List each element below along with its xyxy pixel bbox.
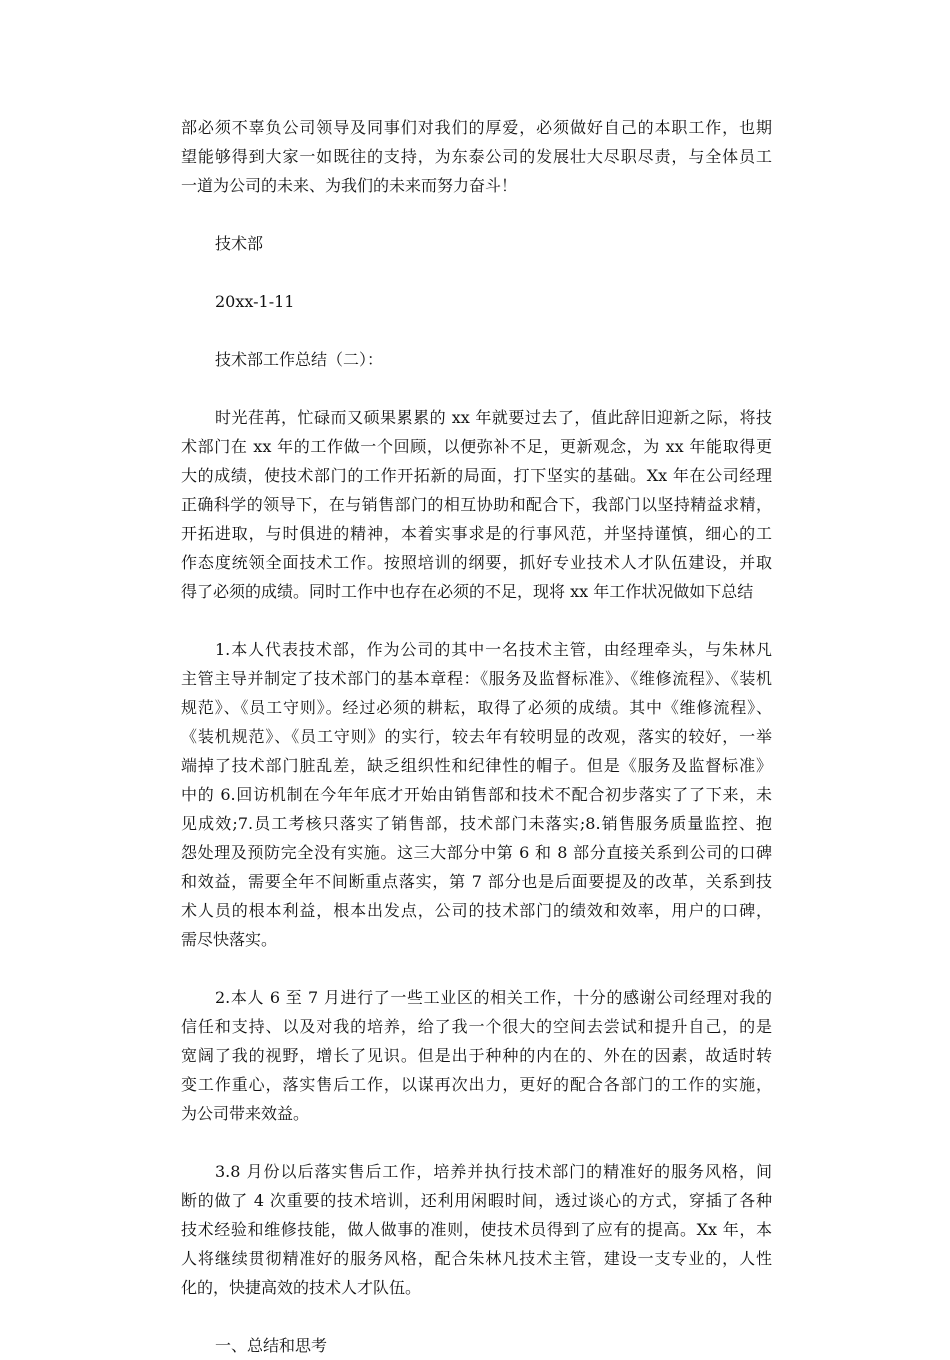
text-line: 断的做了 4 次重要的技术培训，还利用闲暇时间，透过谈心的方式，穿插了各种	[181, 1191, 772, 1210]
document-page	[181, 113, 772, 1360]
text-line: 开拓进取，与时俱进的精神，本着实事求是的行事风范，并坚持谨慎，细心的工	[181, 524, 772, 543]
text-line: 1.本人代表技术部，作为公司的其中一名技术主管，由经理牵头，与朱林凡	[215, 640, 772, 659]
text-line: 规范》、《员工守则》。经过必须的耕耘，取得了必须的成绩。其中《维修流程》、	[181, 698, 772, 717]
text-line: 正确科学的领导下，在与销售部门的相互协助和配合下，我部门以坚持精益求精，	[181, 495, 772, 514]
text-line: 信任和支持、以及对我的培养，给了我一个很大的空间去尝试和提升自己，的是	[181, 1017, 772, 1036]
text-line: 化的，快捷高效的技术人才队伍。	[181, 1278, 422, 1297]
text-line: 变工作重心，落实售后工作，以谋再次出力，更好的配合各部门的工作的实施，	[181, 1075, 772, 1094]
text-line: 技术经验和维修技能，做人做事的准则，使技术员得到了应有的提高。Xx 年，本	[181, 1220, 772, 1239]
text-line: 需尽快落实。	[181, 930, 278, 949]
text-line: 《装机规范》、《员工守则》的实行，较去年有较明显的改观，落实的较好，一举	[181, 727, 772, 746]
subsection-heading: 一、总结和思考	[215, 1336, 328, 1355]
paragraph-2	[181, 635, 772, 954]
text-line: 怨处理及预防完全没有实施。这三大部分中第 6 和 8 部分直接关系到公司的口碑	[181, 843, 772, 862]
text-line: 一道为公司的未来、为我们的未来而努力奋斗！	[181, 176, 518, 195]
text-line: 望能够得到大家一如既往的支持，为东泰公司的发展壮大尽职尽责，与全体员工	[181, 147, 772, 166]
text-line: 2.本人 6 至 7 月进行了一些工业区的相关工作，十分的感谢公司经理对我的	[215, 988, 772, 1007]
paragraph-1	[181, 403, 772, 606]
text-line: 中的 6.回访机制在今年年底才开始由销售部和技术不配合初步落实了了下来，未	[181, 785, 772, 804]
signature-dept: 技术部	[215, 234, 264, 253]
paragraph-4	[181, 1157, 772, 1302]
text-line: 3.8 月份以后落实售后工作，培养并执行技术部门的精准好的服务风格，间	[215, 1162, 772, 1181]
text-line: 为公司带来效益。	[181, 1104, 310, 1123]
text-line: 人将继续贯彻精准好的服务风格，配合朱林凡技术主管，建设一支专业的，人性	[181, 1249, 772, 1268]
text-line: 主管主导并制定了技术部门的基本章程：《服务及监督标准》、《维修流程》、《装机	[181, 669, 772, 688]
text-line: 得了必须的成绩。同时工作中也存在必须的不足，现将 xx 年工作状况做如下总结	[181, 582, 754, 601]
section-heading: 技术部工作总结（二）：	[215, 350, 384, 369]
text-line: 部必须不辜负公司领导及同事们对我们的厚爱，必须做好自己的本职工作，也期	[181, 118, 772, 137]
intro-paragraph	[181, 113, 772, 200]
text-line: 和效益，需要全年不间断重点落实，第 7 部分也是后面要提及的改革，关系到技	[181, 872, 772, 891]
text-line: 宽阔了我的视野，增长了见识。但是出于种种的内在的、外在的因素，故适时转	[181, 1046, 772, 1065]
paragraph-3	[181, 983, 772, 1128]
text-line: 端掉了技术部门脏乱差，缺乏组织性和纪律性的帽子。但是《服务及监督标准》	[181, 756, 772, 775]
text-line: 术人员的根本利益，根本出发点，公司的技术部门的绩效和效率，用户的口碑，	[181, 901, 772, 920]
signature-date: 20xx-1-11	[215, 292, 295, 311]
text-line: 术部门在 xx 年的工作做一个回顾，以便弥补不足，更新观念，为 xx 年能取得更	[181, 437, 772, 456]
text-line: 作态度统领全面技术工作。按照培训的纲要，抓好专业技术人才队伍建设，并取	[181, 553, 772, 572]
text-line: 时光荏苒，忙碌而又硕果累累的 xx 年就要过去了，值此辞旧迎新之际，将技	[215, 408, 772, 427]
text-line: 大的成绩，使技术部门的工作开拓新的局面，打下坚实的基础。Xx 年在公司经理	[181, 466, 772, 485]
text-line: 见成效;7.员工考核只落实了销售部，技术部门未落实;8.销售服务质量监控、抱	[181, 814, 772, 833]
